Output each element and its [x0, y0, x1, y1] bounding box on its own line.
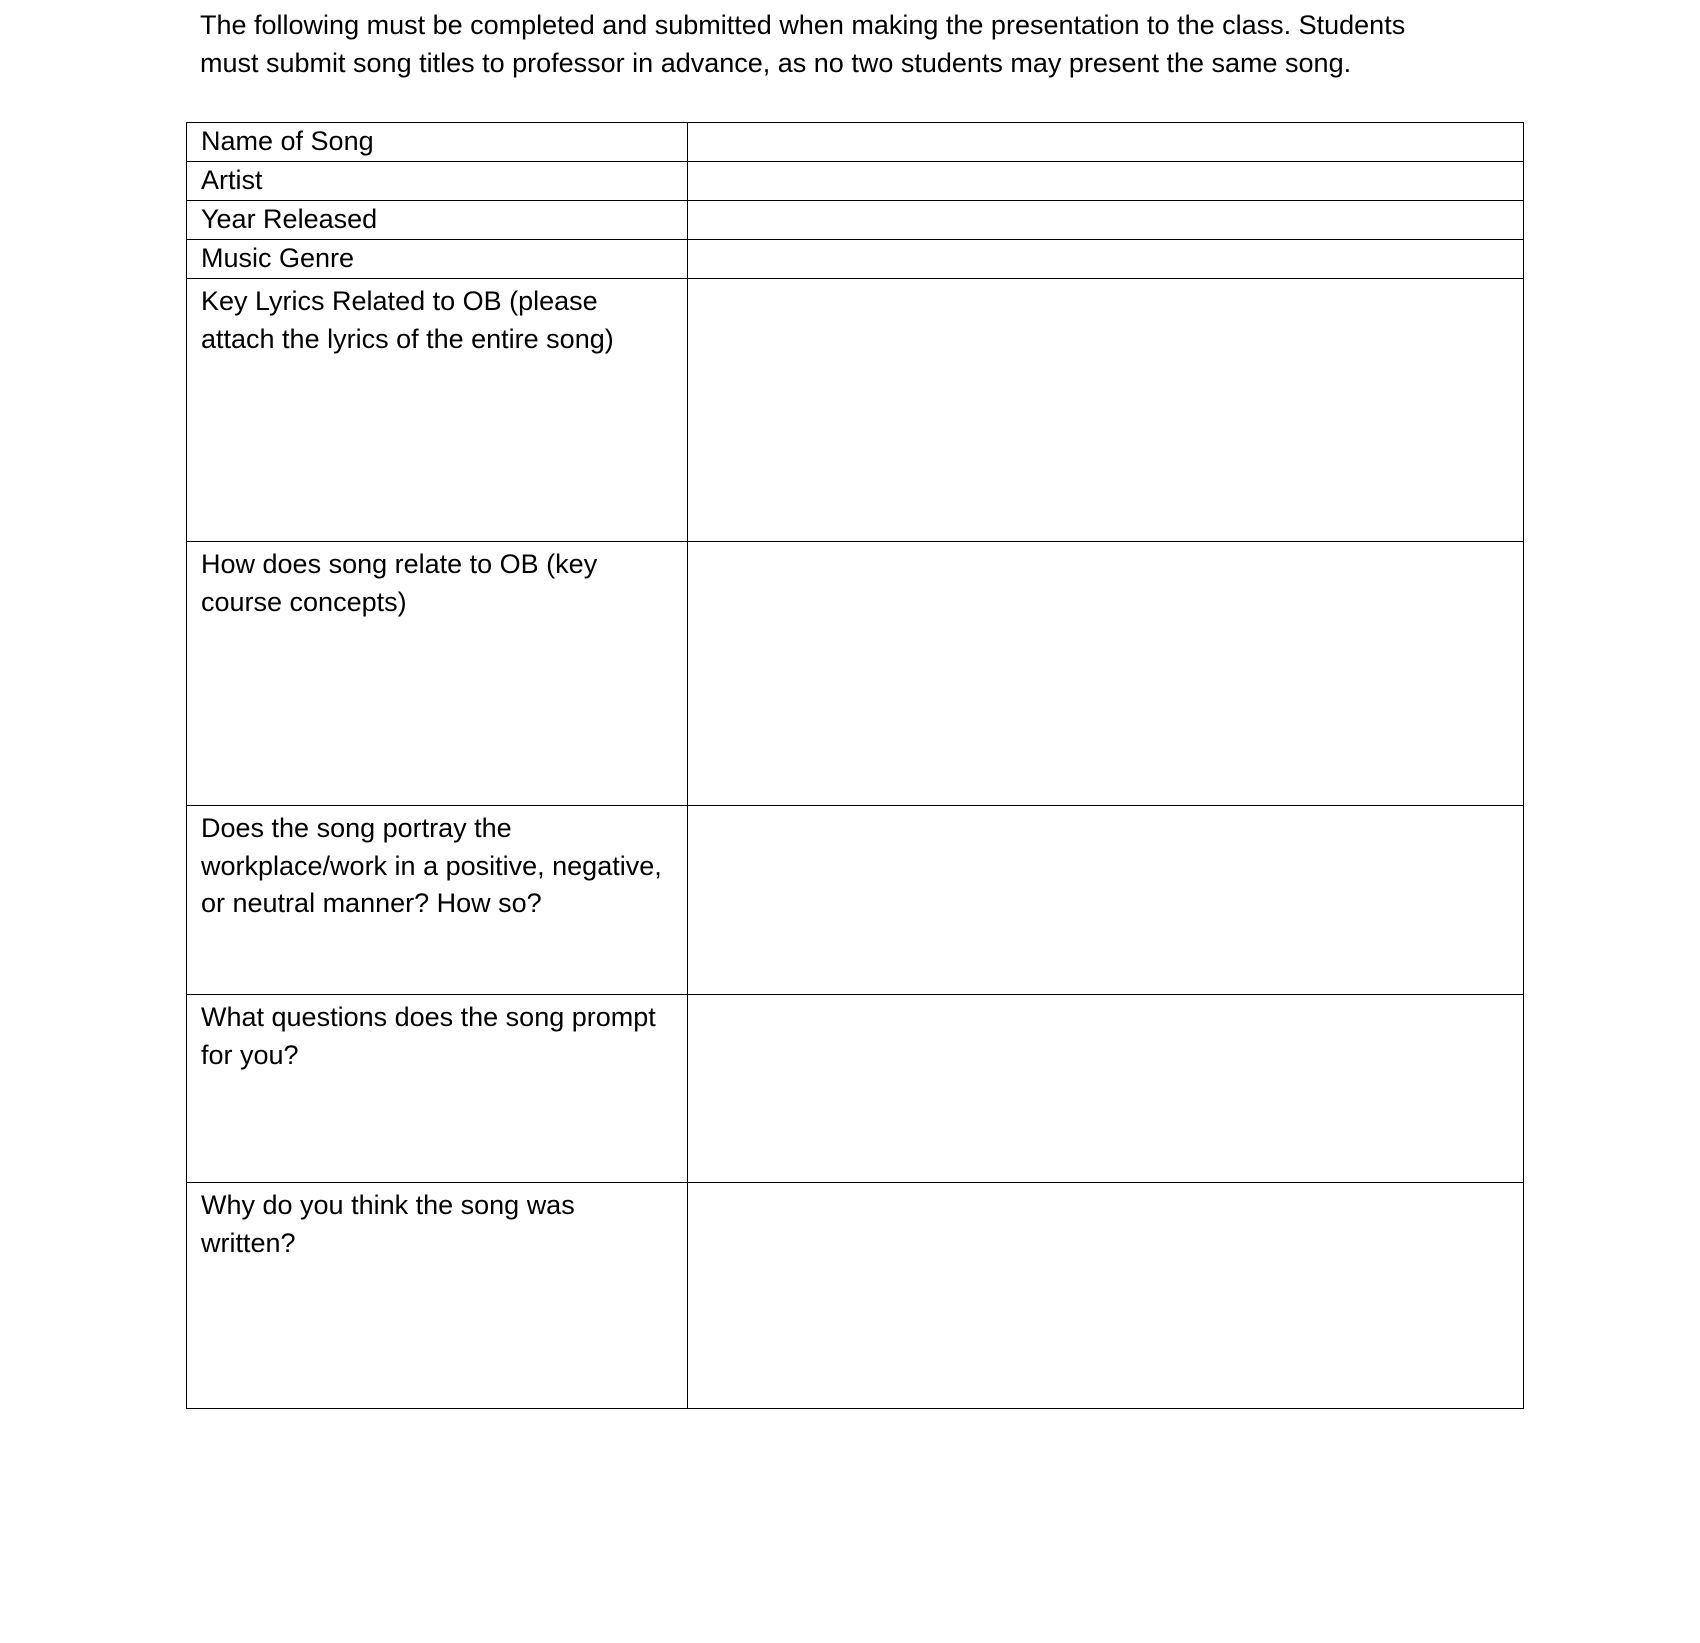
- field-music-genre[interactable]: [688, 240, 1524, 279]
- form-row-workplace-portrayal: [187, 806, 1524, 995]
- field-song-name[interactable]: [688, 123, 1524, 162]
- label-music-genre: Music Genre: [187, 240, 688, 279]
- form-row-song-name: [187, 123, 1524, 162]
- field-year-released[interactable]: [688, 201, 1524, 240]
- label-workplace-portrayal: Does the song portray the workplace/work in a positive, negative, or neutral manner? How so?: [187, 806, 688, 995]
- field-key-lyrics[interactable]: [688, 279, 1524, 542]
- field-questions-prompted[interactable]: [688, 995, 1524, 1183]
- instructions-line-2: must submit song titles to professor in advance, as no two students may present the same song.: [200, 48, 1352, 78]
- song-presentation-form: [186, 122, 1524, 1409]
- label-key-lyrics: Key Lyrics Related to OB (please attach the lyrics of the entire song): [187, 279, 688, 542]
- form-row-music-genre: [187, 240, 1524, 279]
- label-questions-prompted: What questions does the song prompt for you?: [187, 995, 688, 1183]
- field-relation-to-ob[interactable]: [688, 542, 1524, 806]
- form-row-key-lyrics: [187, 279, 1524, 542]
- field-why-written[interactable]: [688, 1183, 1524, 1409]
- form-row-questions-prompted: [187, 995, 1524, 1183]
- label-artist: Artist: [187, 162, 688, 201]
- form-row-why-written: [187, 1183, 1524, 1409]
- field-artist[interactable]: [688, 162, 1524, 201]
- label-year-released: Year Released: [187, 201, 688, 240]
- instructions-paragraph: [200, 6, 1520, 82]
- form-row-artist: [187, 162, 1524, 201]
- label-why-written: Why do you think the song was written?: [187, 1183, 688, 1409]
- form-row-relation-to-ob: [187, 542, 1524, 806]
- field-workplace-portrayal[interactable]: [688, 806, 1524, 995]
- label-song-name: Name of Song: [187, 123, 688, 162]
- label-relation-to-ob: How does song relate to OB (key course concepts): [187, 542, 688, 806]
- instructions-line-1: The following must be completed and submitted when making the presentation to the class. Students: [200, 10, 1406, 40]
- form-row-year-released: [187, 201, 1524, 240]
